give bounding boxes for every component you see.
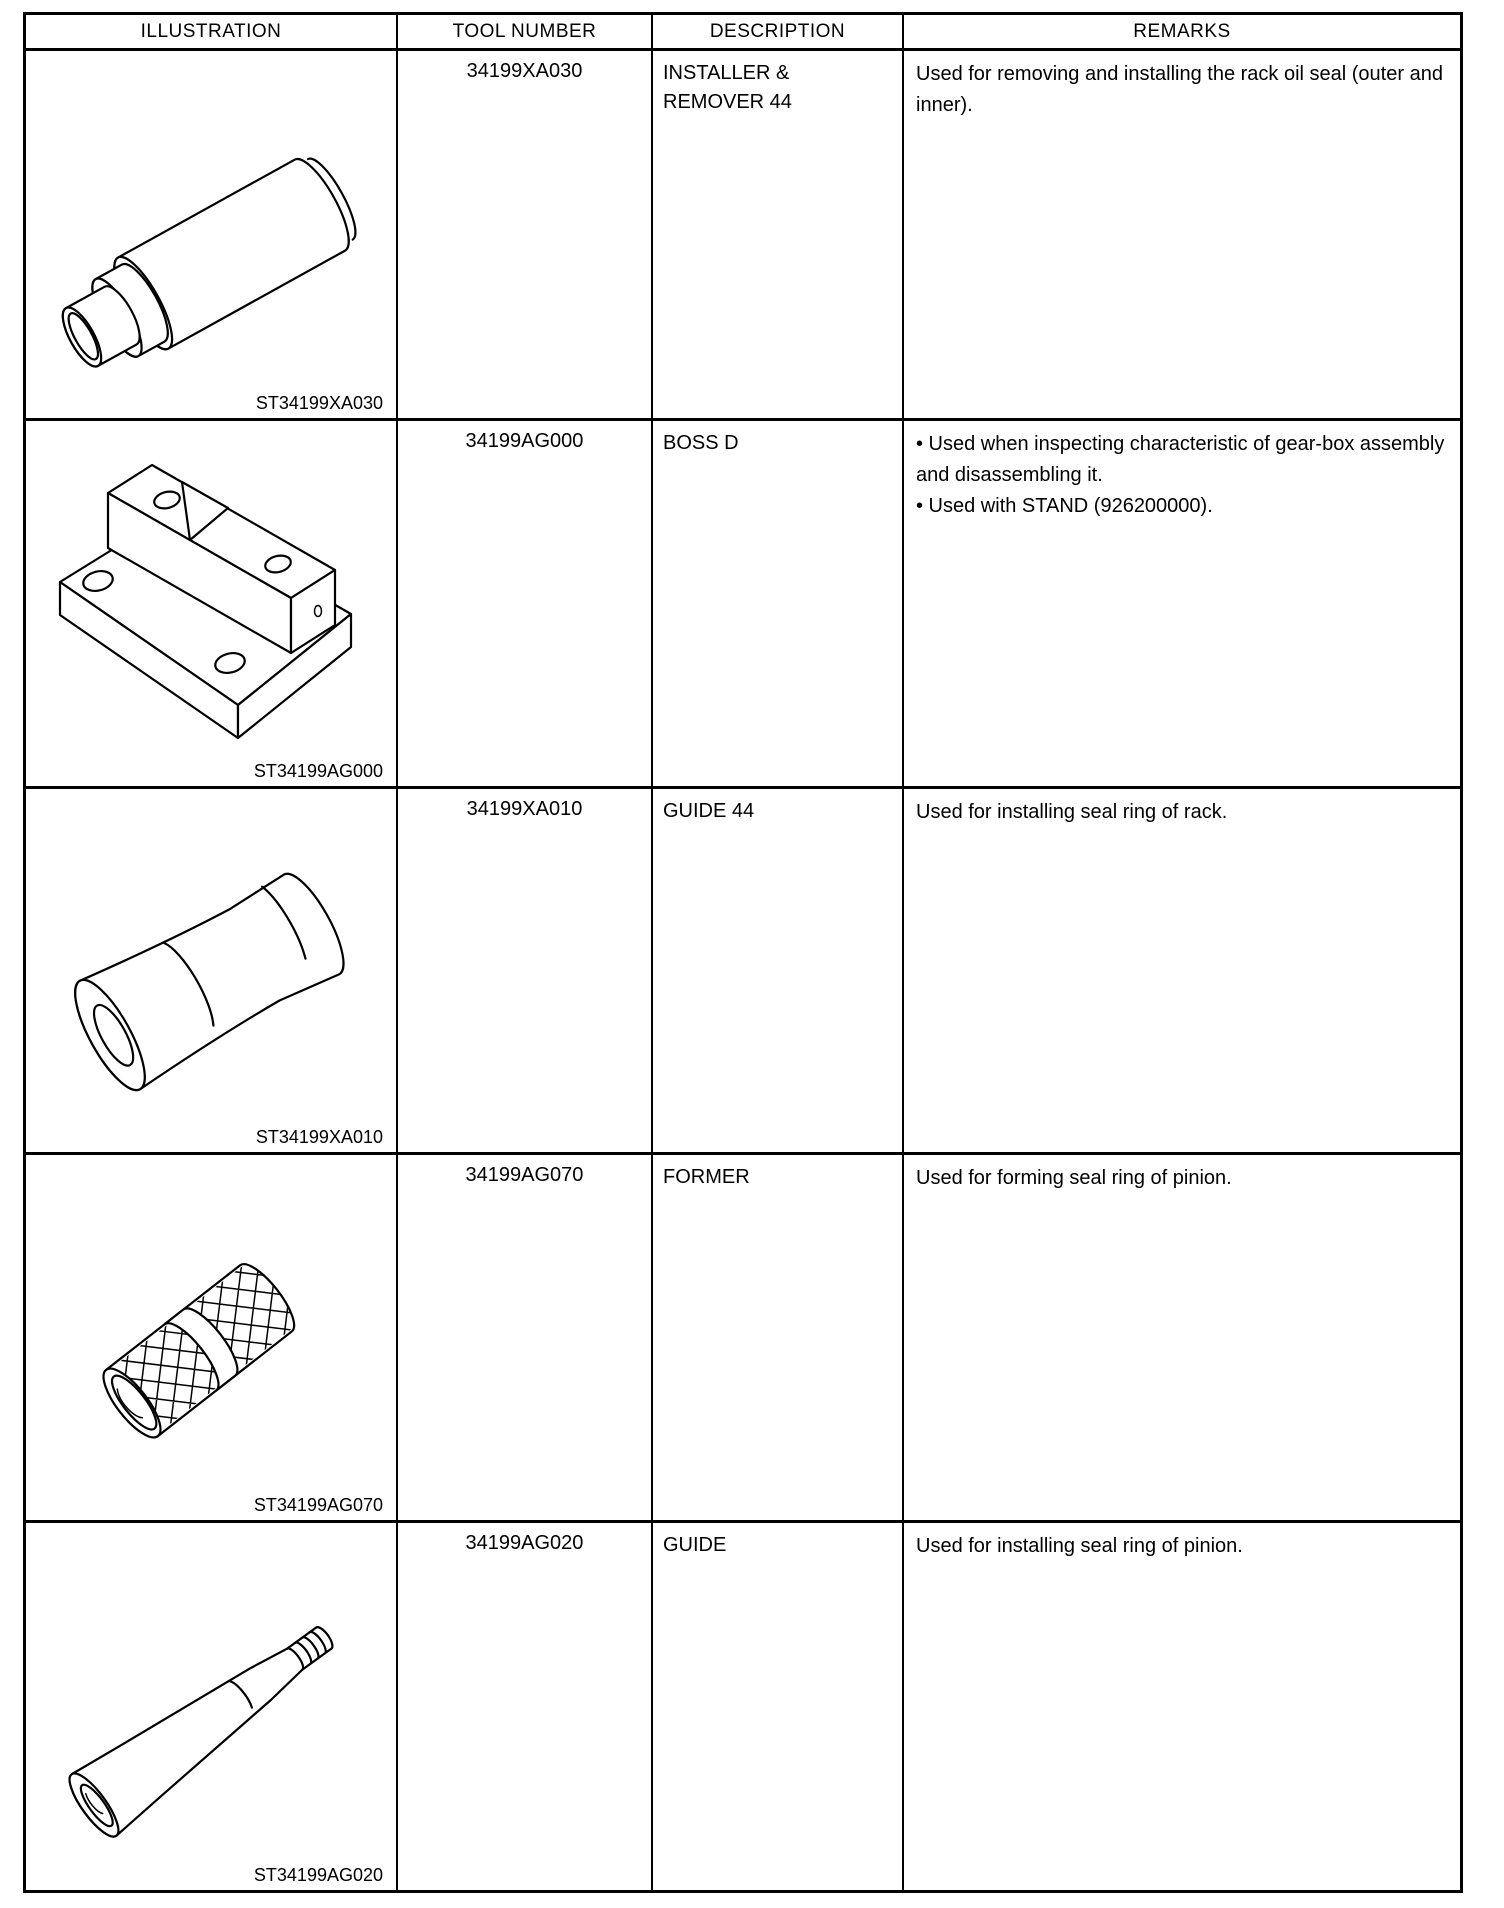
description-cell: GUIDE 44: [653, 789, 904, 1155]
special-tools-table: [23, 12, 1463, 1893]
description-cell: INSTALLER & REMOVER 44: [653, 51, 904, 421]
column-header-tool-number: TOOL NUMBER: [398, 15, 653, 51]
illustration-cell: [26, 1155, 398, 1523]
remarks-cell: [904, 51, 1460, 421]
illustration-cell: [26, 789, 398, 1155]
remark-text: • Used with STAND (926200000).: [916, 495, 1213, 517]
remarks-cell: [904, 1523, 1460, 1890]
guide-drawing: [30, 1537, 390, 1877]
remark-text: Used for installing seal ring of pinion.: [916, 1535, 1243, 1557]
illustration-cell: [26, 51, 398, 421]
column-header-remarks: REMARKS: [904, 15, 1460, 51]
description-cell: GUIDE: [653, 1523, 904, 1890]
remarks-cell: [904, 1155, 1460, 1523]
tool-number-cell: 34199XA030: [398, 51, 653, 421]
remarks-cell: [904, 789, 1460, 1155]
tool-number-cell: 34199AG020: [398, 1523, 653, 1890]
remark-text: Used for forming seal ring of pinion.: [916, 1167, 1232, 1189]
tool-number-cell: 34199AG070: [398, 1155, 653, 1523]
description-cell: BOSS D: [653, 421, 904, 789]
illustration-caption: ST34199XA030: [255, 393, 383, 413]
remark-text: Used for removing and installing the rack oil seal (outer and inner).: [916, 63, 1443, 116]
remark-text: • Used when inspecting characteristic of gear-box assembly and disassembling it.: [916, 433, 1445, 486]
remarks-cell: [904, 421, 1460, 789]
remark-text: Used for installing seal ring of rack.: [916, 801, 1228, 823]
guide-44-drawing: [30, 803, 390, 1133]
boss-d-fixture-drawing: [30, 431, 390, 761]
column-header-illustration: ILLUSTRATION: [26, 15, 398, 51]
illustration-cell: [26, 1523, 398, 1890]
former-drawing: [30, 1185, 390, 1515]
column-header-description: DESCRIPTION: [653, 15, 904, 51]
tool-number-cell: 34199XA010: [398, 789, 653, 1155]
installer-remover-tool-drawing: [30, 69, 390, 399]
illustration-caption: ST34199AG070: [253, 1495, 383, 1515]
illustration-caption: ST34199XA010: [255, 1127, 383, 1147]
illustration-cell: [26, 421, 398, 789]
illustration-caption: ST34199AG020: [253, 1865, 383, 1885]
tool-number-cell: 34199AG000: [398, 421, 653, 789]
illustration-caption: ST34199AG000: [253, 761, 383, 781]
description-cell: FORMER: [653, 1155, 904, 1523]
